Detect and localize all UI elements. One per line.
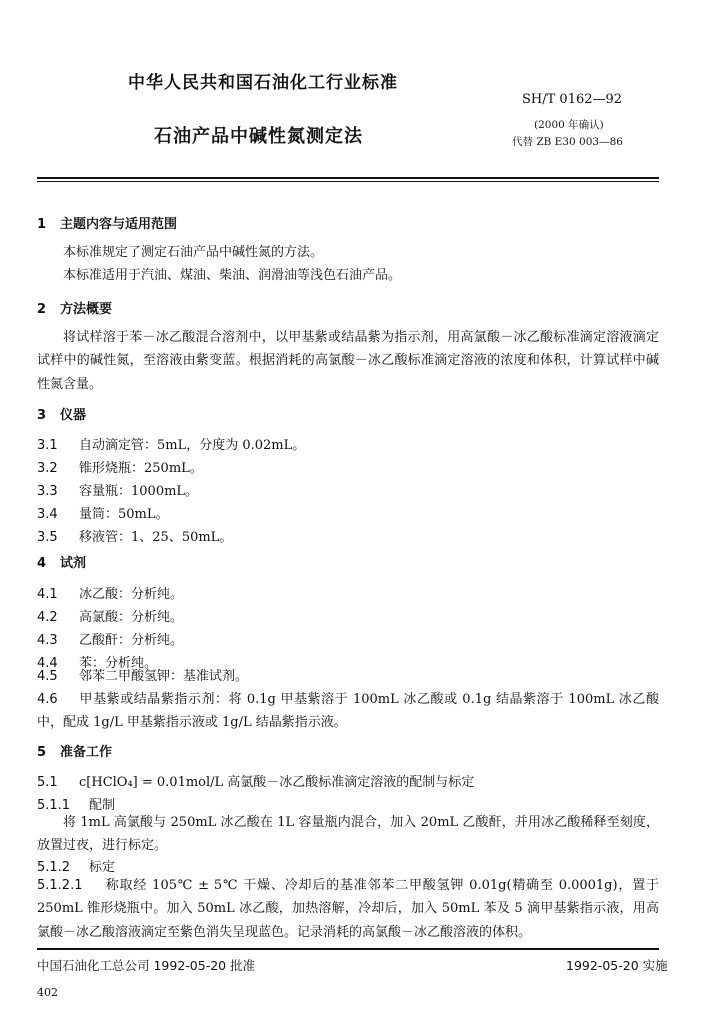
section-number: 1 bbox=[37, 217, 47, 232]
item-number: 5.1.2.1 bbox=[37, 878, 83, 893]
list-item: 3.2 锥形烧瓶：250mL。 bbox=[37, 461, 203, 476]
list-item: 4.1 冰乙酸：分析纯。 bbox=[37, 587, 184, 602]
list-item: 3.5 移液管：1、25、50mL。 bbox=[37, 530, 233, 545]
item-text: 甲基紫或结晶紫指示剂：将 0.1g 甲基紫溶于 100mL 冰乙酸或 0.1g 结晶紫溶于 100mL 冰乙酸中，配成 1g/L 甲基紫指示液或 1g/L 结晶紫指示液。 bbox=[37, 692, 659, 731]
document-title: 石油产品中碱性氮测定法 bbox=[154, 126, 363, 147]
subsection-5-1-1: 5.1.1 配制 bbox=[37, 798, 116, 813]
section-number: 5 bbox=[37, 745, 47, 760]
standard-code: SH/T 0162—92 bbox=[522, 92, 623, 107]
list-item: 4.2 高氯酸：分析纯。 bbox=[37, 610, 184, 625]
paragraph: 本标准规定了测定石油产品中碱性氮的方法。 bbox=[63, 245, 324, 260]
section-1-heading bbox=[37, 213, 177, 232]
section-title: 主题内容与适用范围 bbox=[60, 217, 178, 232]
subsection-5-1: 5.1 c[HClO₄] = 0.01mol/L 高氯酸－冰乙酸标准滴定溶液的配制与标定 bbox=[37, 775, 475, 790]
item-text: 称取经 105℃ ± 5℃ 干燥、冷却后的基准邻苯二甲酸氢钾 0.01g(精确至 0.0001g)，置于 250mL 锥形烧瓶中。加入 50mL 冰乙酸，加热溶解，冷却后，加入 50mL 苯及 5 滴甲基紫指示液，用高氯酸－冰乙酸溶液滴定至紫色消失呈现蓝色。记录消耗的高氯酸－冰乙酸溶液的体积。 bbox=[37, 878, 659, 940]
section-title: 方法概要 bbox=[60, 302, 113, 317]
list-item: 3.4 量筒：50mL。 bbox=[37, 507, 169, 522]
page-number: 402 bbox=[37, 986, 58, 999]
section-title: 仪器 bbox=[60, 408, 87, 423]
confirmation-note: (2000 年确认) bbox=[534, 119, 604, 131]
section-5-heading bbox=[37, 741, 112, 760]
implementation-date: 1992-05-20 实施 bbox=[566, 958, 668, 973]
paragraph: 将 1mL 高氯酸与 250mL 冰乙酸在 1L 容量瓶内混合，加入 20mL 乙酸酐，并用冰乙酸稀释至刻度，放置过夜，进行标定。 bbox=[37, 815, 659, 854]
section-title: 试剂 bbox=[60, 556, 87, 571]
section-3-heading bbox=[37, 404, 86, 423]
list-item: 4.4 苯：分析纯。 bbox=[37, 656, 158, 671]
paragraph: 将试样溶于苯－冰乙酸混合溶剂中，以甲基紫或结晶紫为指示剂，用高氯酸－冰乙酸标准滴定溶液滴定试样中的碱性氮，至溶液由紫变蓝。根据消耗的高氯酸－冰乙酸标准滴定溶液的浓度和体积，计算试样中碱性氮含量。 bbox=[37, 330, 659, 392]
subsection-5-1-2-1 bbox=[37, 874, 659, 944]
replaces-note: 代替 ZB E30 003—86 bbox=[512, 136, 623, 148]
header-rule-thin bbox=[37, 181, 659, 182]
section-number: 3 bbox=[37, 408, 47, 423]
subsection-5-1-2: 5.1.2 标定 bbox=[37, 860, 116, 875]
list-item: 3.1 自动滴定管：5mL，分度为 0.02mL。 bbox=[37, 438, 306, 453]
paragraph: 本标准适用于汽油、煤油、柴油、润滑油等浅色石油产品。 bbox=[63, 268, 402, 283]
org-title: 中华人民共和国石油化工行业标准 bbox=[128, 73, 398, 93]
section-number: 4 bbox=[37, 556, 47, 571]
list-item: 4.5 邻苯二甲酸氢钾：基准试剂。 bbox=[37, 669, 249, 684]
approval-note: 中国石油化工总公司 1992-05-20 批准 bbox=[37, 958, 256, 973]
item-number: 4.6 bbox=[37, 692, 58, 707]
list-item: 4.3 乙酸酐：分析纯。 bbox=[37, 633, 184, 648]
list-item: 3.3 容量瓶：1000mL。 bbox=[37, 484, 199, 499]
section-title: 准备工作 bbox=[60, 745, 113, 760]
footer-rule bbox=[37, 948, 659, 950]
section-2-heading bbox=[37, 298, 112, 317]
list-item-4-6 bbox=[37, 688, 659, 736]
section-4-heading bbox=[37, 552, 86, 571]
header-rule-thick bbox=[37, 177, 659, 179]
section-number: 2 bbox=[37, 302, 47, 317]
